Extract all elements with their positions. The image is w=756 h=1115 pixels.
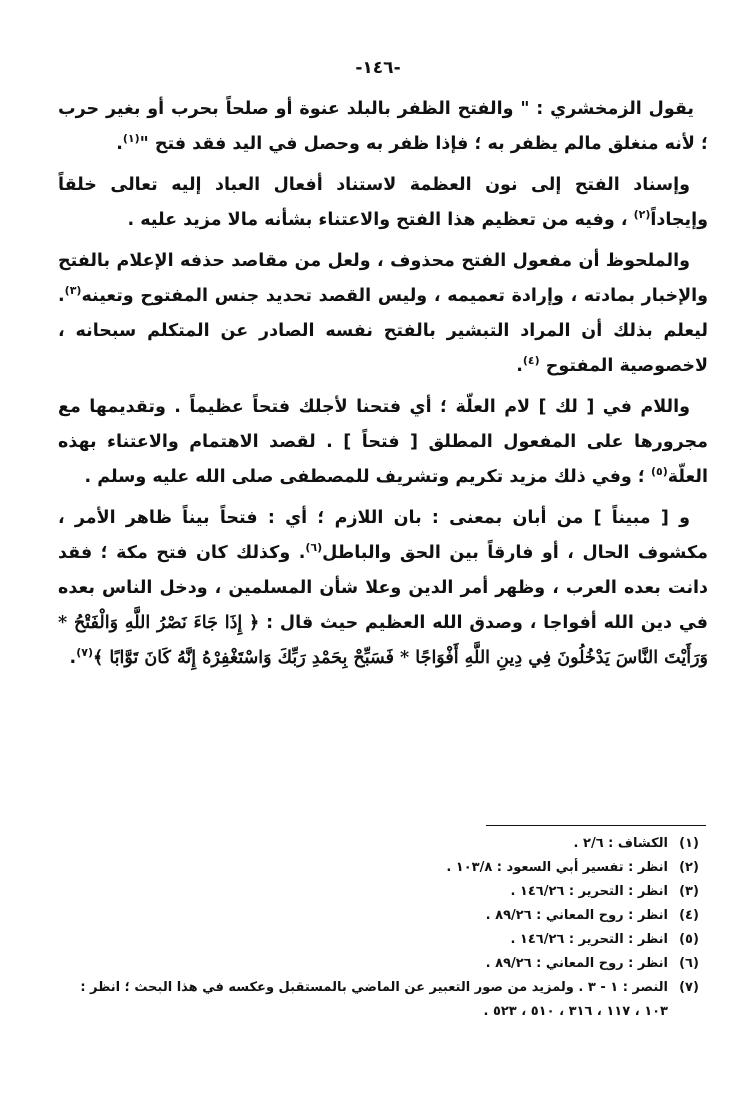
paragraph-4: واللام في [ لك ] لام العلّة ؛ أي فتحنا لأجلك فتحاً عظيماً . وتقديمها مع مجرورها على المفعول المطلق [ فتحاً ] . لقصد الاهتمام والاعتناء بهذه العلّة$^{(٥)}$ ؛ وفي ذلك مزيد تكريم وتشريف للمصطفى صلى الله عليه وسلم .	[58, 397, 708, 487]
footnote-ref-3[interactable]: (٣)	[64, 284, 82, 298]
footnote-ref-4[interactable]: (٤)	[522, 354, 540, 368]
footnote-item: (٣) انظر : التحرير : ١٤٦/٢٦ .	[510, 884, 699, 899]
footnote-ref-2[interactable]: (٢)	[633, 208, 651, 222]
footnote-item: (٢) انظر : تفسير أبي السعود : ١٠٣/٨ .	[446, 860, 699, 875]
footnote-ref-1[interactable]: (١)	[122, 132, 140, 146]
page-number: -١٤٦-	[355, 58, 401, 78]
main-text	[58, 92, 708, 682]
footnote-item: (٥) انظر : التحرير : ١٤٦/٢٦ .	[510, 932, 699, 947]
footnote-item: (٧) النصر : ١ - ٣ . ولمزيد من صور التعبير عن الماضي بالمستقبل وعكسه في هذا البحث ؛ انظر : ١٠٣ ، ١١٧ ، ٣١٦ ، ٥١٠ ، ٥٢٣ .	[80, 980, 699, 1019]
footnote-ref-6[interactable]: (٦)	[305, 541, 323, 555]
footnote-separator	[486, 825, 706, 826]
quran-quote: ﴿ إِذَا جَاءَ نَصْرُ اللَّهِ وَالْفَتْحُ * وَرَأَيْتَ النَّاسَ يَدْخُلُونَ فِي دِينِ اللَّهِ أَفْوَاجًا * فَسَبِّحْ بِحَمْدِ رَبِّكَ وَاسْتَغْفِرْهُ إِنَّهُ كَانَ تَوَّابًا ﴾	[58, 613, 708, 668]
paragraph-2: وإسناد الفتح إلى نون العظمة لاستناد أفعال العباد إليه تعالى خلقاً وإيجاداً$^{(٢)}$ ، وفيه من تعظيم هذا الفتح والاعتناء بشأنه مالا مزيد عليه .	[58, 175, 708, 230]
footnote-ref-7[interactable]: (٧)	[76, 646, 93, 660]
footnote-item: (٤) انظر : روح المعاني : ٨٩/٢٦ .	[485, 908, 699, 923]
footnote-item: (٦) انظر : روح المعاني : ٨٩/٢٦ .	[485, 956, 699, 971]
footnotes	[58, 832, 710, 1024]
paragraph-3: والملحوظ أن مفعول الفتح محذوف ، ولعل من مقاصد حذفه الإعلام بالفتح والإخبار بمادته ، وإرادة تعميمه ، وليس القصد تحديد جنس المفتوح وتعينه$^{(٣)}$. ليعلم بذلك أن المراد التبشير بالفتح نفسه الصادر عن المتكلم سبحانه ، لاخصوصية المفتوح $^{(٤)}$.	[58, 251, 708, 376]
footnote-item: (١) الكشاف : ٢/٦ .	[573, 836, 699, 851]
footnote-ref-5[interactable]: (٥)	[651, 465, 668, 479]
paragraph-1: يقول الزمخشري : " والفتح الظفر بالبلد عنوة أو صلحاً بحرب أو بغير حرب ؛ لأنه منغلق مالم يظفر به ؛ فإذا ظفر به وحصل في اليد فقد فتح "$^{(١)}$.	[58, 99, 708, 154]
paragraph-5: و [ مبيناً ] من أبان بمعنى : بان اللازم ؛ أي : فتحاً بيناً ظاهر الأمر ، مكشوف الحال ، أو فارقاً بين الحق والباطل$^{(٦)}$. وكذلك كان فتح مكة ؛ فقد دانت بعده العرب ، وظهر أمر الدين وعلا شأن المسلمين ، ودخل الناس بعده في دين الله أفواجا ، وصدق الله العظيم حيث قال : ﴿ إِذَا جَاءَ نَصْرُ اللَّهِ وَالْفَتْحُ * وَرَأَيْتَ النَّاسَ يَدْخُلُونَ فِي دِينِ اللَّهِ أَفْوَاجًا * فَسَبِّحْ بِحَمْدِ رَبِّكَ وَاسْتَغْفِرْهُ إِنَّهُ كَانَ تَوَّابًا ﴾$^{(٧)}$.	[58, 508, 708, 668]
